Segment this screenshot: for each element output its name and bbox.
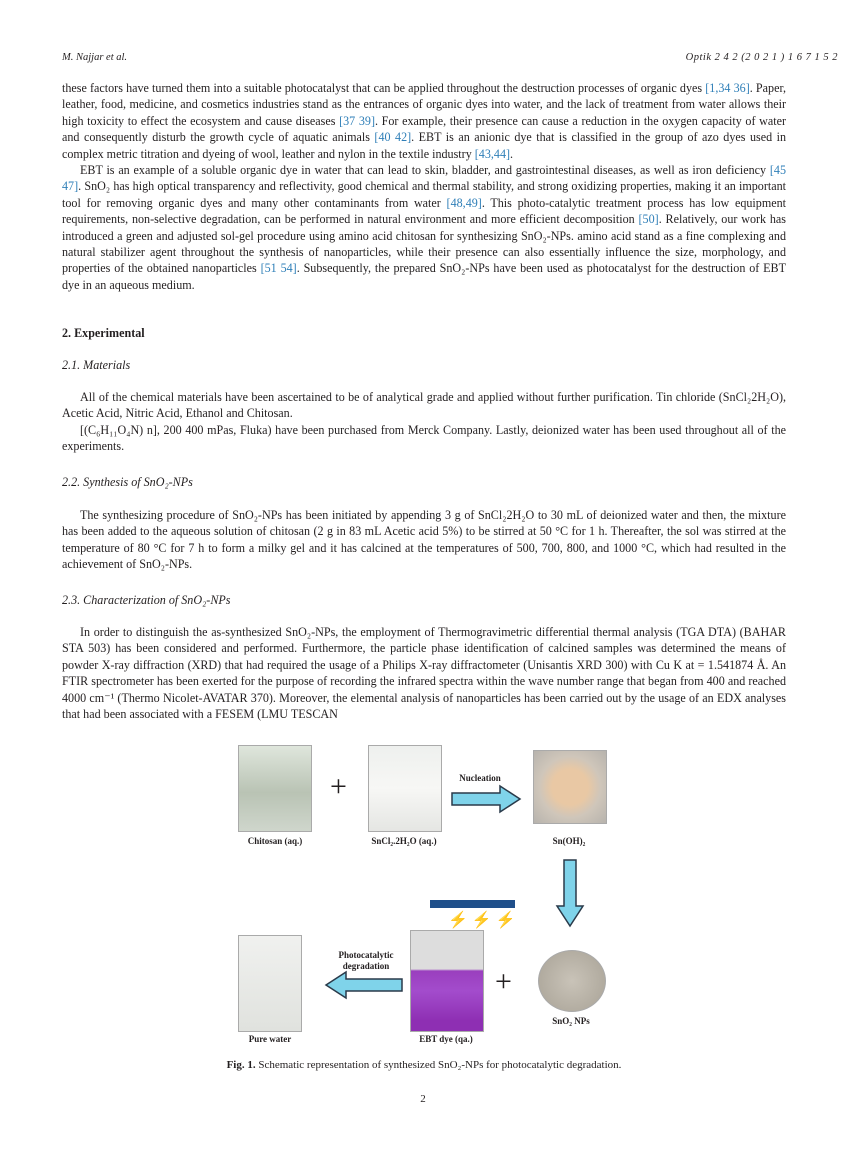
label-nucleation: Nucleation xyxy=(459,773,501,783)
label-pure-water: Pure water xyxy=(248,1034,292,1044)
label-photocatalytic: Photocatalytic xyxy=(338,950,394,960)
citation[interactable]: [43,44] xyxy=(474,146,511,161)
snoh-dish-photo xyxy=(533,750,607,824)
section-experimental xyxy=(62,325,786,341)
paragraph-4: [(C₆H₁₁O₄N) n], 200 400 mPas, Fluka) have been purchased from Merck Company. Lastly, deionized water has been used throughout all of the experiments. xyxy=(62,422,786,454)
paragraph-5: The synthesizing procedure of SnO₂-NPs has been initiated by appending 3 g of SnCl₂2H₂O to 30 mL of deionized water and then, the mixture has been added to the aqueous solution of chitosan (2 g in 83 mL Acetic acid 5%) to be stirred at 50 °C for 1 h. Thereafter, the sol was stirred at the temperature of 80 °C for 7 h to form a milky gel and it has calcined at the temperatures of 500, 700, 800, and 1000 °C, which had resulted in the achievement of SnO₂-NPs. xyxy=(62,508,786,572)
label-chitosan: Chitosan (aq.) xyxy=(247,836,303,846)
paragraph-2: EBT is an example of a soluble organic dye in water that can lead to skin, bladder, and gastrointestinal diseases, as well as iron deficiency [45 47]. SnO₂ has high optical transparency and reflectivity, good chemical and thermal stability, and strong oxidizing properties, making it an important tool for removing organic dyes and many other contaminants from water [48,49]. This photo-catalytic treatment process has low equipment requirements, non-selective degradation, can be performed in natural environment and more efficient decomposition [50]. Relatively, our work has introduced a green and adjusted sol-gel procedure using amino acid chitosan for synthesizing SnO₂-NPs. amino acid stand as a fine complexing and natural stabilizer agent throughout the synthesis of nanoparticles, while their presence can also essentially influence the size, morphology, and properties of the obtained nanoparticles [51 54]. Subsequently, the prepared SnO₂-NPs have been used as photocatalyst for the destruction of EBT dye in an aqueous medium. xyxy=(62,163,787,292)
subsection-heading: 2.2. Synthesis of SnO₂-NPs xyxy=(62,475,193,489)
page-number: 2 xyxy=(420,1093,426,1105)
subsection-heading: 2.3. Characterization of SnO₂-NPs xyxy=(62,593,231,607)
sncl-beaker-photo xyxy=(368,745,442,832)
arrow-left-degradation xyxy=(324,970,404,1000)
running-header xyxy=(62,52,838,63)
synthesis-text xyxy=(62,507,786,573)
characterization-text xyxy=(62,624,786,722)
caption-text: Schematic representation of synthesized SnO₂-NPs for photocatalytic degradation. xyxy=(255,1059,622,1071)
label-snoh: Sn(OH)₂ xyxy=(552,836,586,846)
materials-text xyxy=(62,389,786,455)
paragraph-6: In order to distinguish the as-synthesized SnO₂-NPs, the employment of Thermogravimetric differential thermal analysis (TGA DTA) (BAHAR STA 503) has been considered and performed. Furthermore, the particle phase identification of calcined samples was determined the means of powder X-ray diffraction (XRD) that had required the usage of a Philips X-ray diffractometer (Unisantis XRD 300) with Cu K at = 1.541874 Å. An FTIR spectrometer has been exerted for the purpose of recording the infrared spectra within the wave number range that began from 400 and reached 4000 cm⁻¹ (Thermo Nicolet-AVATAR 370). Moreover, the elemental analysis of nanoparticles has been carried out by the usage of an EDX analyses that had been associated with a FESEM (LMU TESCAN xyxy=(62,625,786,722)
subsection-materials xyxy=(62,357,786,373)
label-sncl: SnCl₂.2H₂O (aq.) xyxy=(371,836,437,846)
citation[interactable]: [48,49] xyxy=(446,195,482,210)
citation[interactable]: [40 42] xyxy=(374,130,412,145)
paragraph-3: All of the chemical materials have been ascertained to be of analytical grade and applied without further purification. Tin chloride (SnCl₂2H₂O), Acetic Acid, Nitric Acid, Ethanol and Chitosan. xyxy=(62,390,786,421)
chitosan-beaker-photo xyxy=(238,745,312,832)
figure-caption xyxy=(62,1059,786,1071)
citation[interactable]: [1,34 36] xyxy=(705,81,750,95)
citation[interactable]: [50] xyxy=(638,212,659,227)
light-source-bar xyxy=(430,900,515,908)
subsection-characterization xyxy=(62,592,786,608)
caption-label: Fig. 1. xyxy=(226,1059,256,1071)
label-degradation: degradation xyxy=(342,961,390,971)
paragraph-1: these factors have turned them into a suitable photocatalyst that can be applied throughout the destruction processes of organic dyes [1,34 36]. Paper, leather, food, medicine, and cosmetics industries stand as the entrances of organic dyes into water, and the lack of treatment from water allows their high toxicity to effect the ecosystem and cause diseases [37 39]. For example, their presence can cause a reduction in the oxygen capacity of water and consequently disturb the growth cycle of aquatic animals [40 42]. EBT is an anionic dye that is classified in the group of azo dyes used in complex metric titration and dyeing of wool, leather and nylon in the textile industry [43,44]. xyxy=(62,81,787,161)
pure-water-beaker-photo xyxy=(238,935,302,1032)
intro-continued xyxy=(62,80,786,293)
subsection-synthesis xyxy=(62,474,786,490)
section-heading: 2. Experimental xyxy=(62,326,145,340)
citation[interactable]: [51 54] xyxy=(260,261,297,276)
arrow-down-calcination xyxy=(555,858,585,928)
citation[interactable]: [37 39] xyxy=(339,113,375,128)
ebt-dye-beaker-photo xyxy=(410,930,484,1032)
header-authors: M. Najjar et al. xyxy=(62,52,128,63)
plus-sign-2: + xyxy=(495,965,512,998)
header-journal: Optik 2 4 2 (2 0 2 1 ) 1 6 7 1 5 2 xyxy=(685,52,838,63)
label-ebt-dye: EBT dye (qa.) xyxy=(419,1034,473,1044)
arrow-right-nucleation xyxy=(450,784,522,814)
light-rays: ⚡⚡⚡ xyxy=(448,912,520,929)
figure-1-schematic xyxy=(230,740,620,1050)
sno2-powder-photo xyxy=(538,950,606,1012)
citation[interactable]: [45 47] xyxy=(62,163,786,194)
label-sno2-nps: SnO₂ NPs xyxy=(552,1016,590,1026)
subsection-heading: 2.1. Materials xyxy=(62,358,131,372)
plus-sign: + xyxy=(330,770,347,803)
